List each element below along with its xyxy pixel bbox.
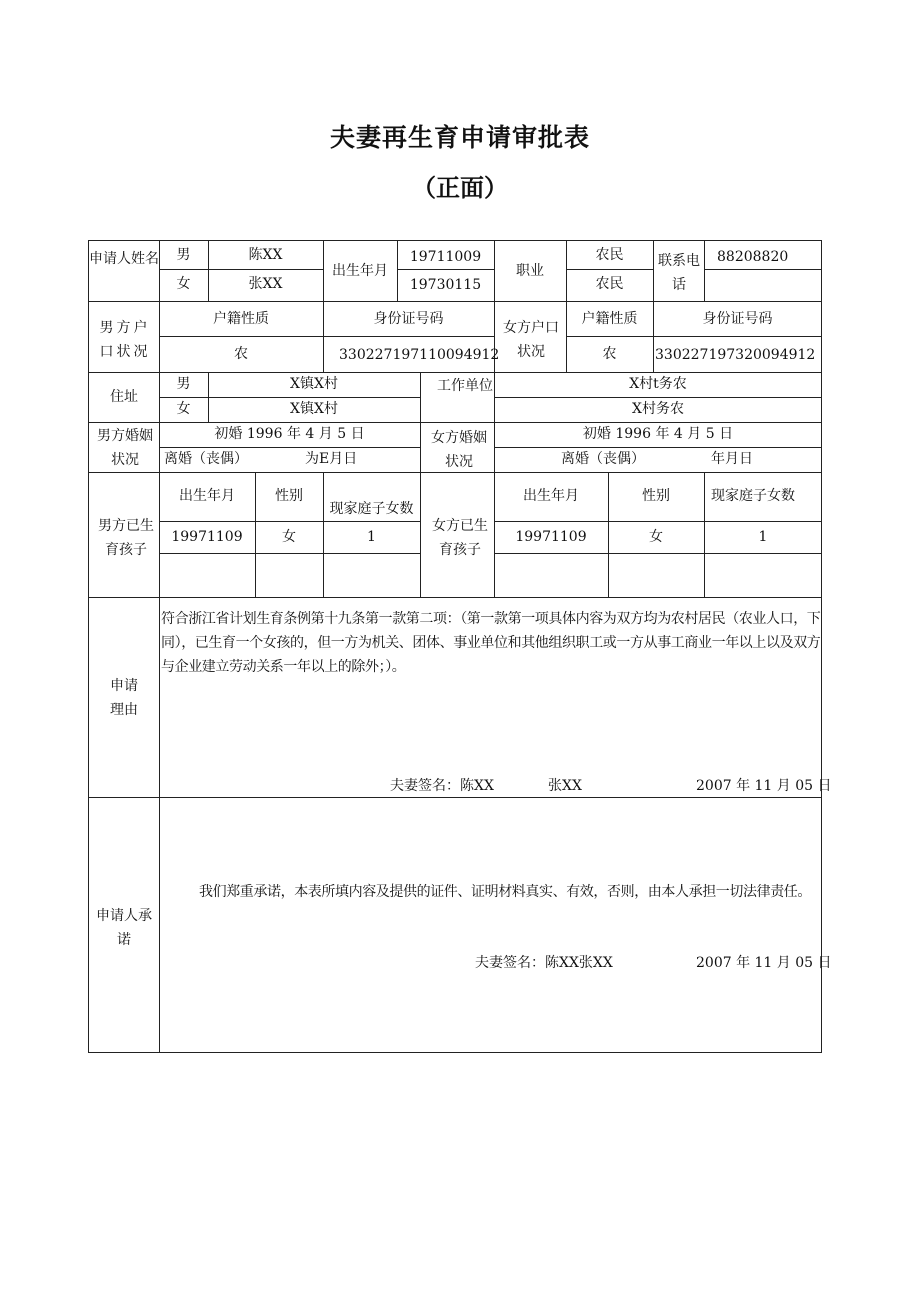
work-female-value: X村务农 — [632, 401, 684, 417]
male-name: 陈XX — [248, 247, 283, 263]
male-child-birth: 19971109 — [171, 529, 243, 545]
female-household-type: 农 — [602, 346, 617, 362]
female-label: 女 — [176, 276, 191, 292]
female-name: 张XX — [248, 276, 283, 292]
work-label: 工作单位 — [437, 378, 493, 394]
reason-label: 申请理由 — [110, 678, 138, 718]
female-id-number: 330227197320094912 — [655, 347, 816, 363]
female-children-label: 女方已生育孩子 — [432, 518, 488, 558]
reason-text: 符合浙江省计划生育条例第十九条第一款第二项：（第一款第一项具体内容为双方均为农村居民（农业人口，下同），已生育一个女孩的，但一方为机关、团体、事业单位和其他组织职工或一方从事工商业一年以上以及双方与企业建立劳动关系一年以上的除外；）。 — [161, 611, 821, 675]
female-child-count-header: 现家庭子女数 — [711, 488, 795, 504]
male-marriage-label: 男方婚姻状况 — [97, 428, 153, 468]
phone-value: 88208820 — [717, 249, 789, 265]
male-child-count: 1 — [367, 529, 376, 545]
female-child-count: 1 — [758, 529, 768, 545]
work-male-value: X村t务农 — [629, 376, 687, 392]
female-child-birth: 19971109 — [515, 529, 587, 545]
male-birth: 19711009 — [409, 249, 482, 265]
promise-text: 我们郑重承诺，本表所填内容及提供的证件、证明材料真实、有效，否则，由本人承担一切法律责任。 — [199, 884, 811, 900]
female-divorce-label: 离婚（丧偶） — [561, 451, 645, 467]
promise-signature: 夫妻签名：陈XX张XX — [475, 955, 613, 971]
female-household-label: 女方户口状况 — [503, 320, 559, 360]
male-id-header: 身份证号码 — [373, 311, 444, 327]
male-household-type: 农 — [234, 346, 248, 362]
male-child-sex: 女 — [282, 529, 296, 545]
applicant-label: 申请人姓名 — [89, 251, 159, 267]
female-type-header: 户籍性质 — [581, 311, 638, 327]
female-marriage-label: 女方婚姻状况 — [431, 430, 487, 470]
male-label: 男 — [176, 247, 191, 263]
male-type-header: 户籍性质 — [213, 311, 269, 327]
reason-signature: 夫妻签名：陈XX — [390, 778, 494, 794]
male-id-number: 330227197110094912 — [339, 347, 500, 363]
reason-signature-female: 张XX — [548, 778, 582, 794]
male-household-label: 男方户口状况 — [99, 320, 151, 360]
male-child-birth-header: 出生年月 — [179, 488, 235, 504]
address-male-value: X镇X村 — [290, 376, 338, 392]
promise-date: 2007 年 11 月 05 日 — [696, 955, 832, 971]
promise-label: 申请人承诺 — [96, 908, 152, 948]
male-first-marriage: 初婚 1996 年 4 月 5 日 — [214, 426, 365, 442]
phone-label: 联系电话 — [658, 253, 700, 293]
female-job: 农民 — [595, 276, 624, 292]
male-child-sex-header: 性别 — [275, 488, 303, 504]
female-child-sex-header: 性别 — [642, 488, 670, 504]
female-first-marriage: 初婚 1996 年 4 月 5 日 — [582, 426, 734, 442]
male-divorce-date: 为E月日 — [305, 451, 358, 467]
male-job: 农民 — [595, 247, 624, 263]
male-divorce-label: 离婚（丧偶） — [164, 451, 248, 467]
female-divorce-date: 年月日 — [711, 451, 753, 467]
female-child-birth-header: 出生年月 — [523, 488, 579, 504]
address-male-label: 男 — [176, 376, 191, 392]
female-birth: 19730115 — [409, 277, 482, 293]
address-female-label: 女 — [176, 401, 191, 417]
birth-label: 出生年月 — [332, 263, 388, 279]
female-id-header: 身份证号码 — [702, 311, 773, 327]
address-label: 住址 — [110, 389, 138, 405]
form-subtitle: （正面） — [412, 174, 508, 202]
reason-date: 2007 年 11 月 05 日 — [696, 778, 832, 794]
female-child-sex: 女 — [649, 529, 663, 545]
male-children-label: 男方已生育孩子 — [98, 518, 154, 558]
form-title: 夫妻再生育申请审批表 — [329, 123, 590, 152]
address-female-value: X镇X村 — [290, 401, 338, 417]
male-child-count-header: 现家庭子女数 — [329, 501, 414, 517]
job-label: 职业 — [516, 263, 544, 279]
